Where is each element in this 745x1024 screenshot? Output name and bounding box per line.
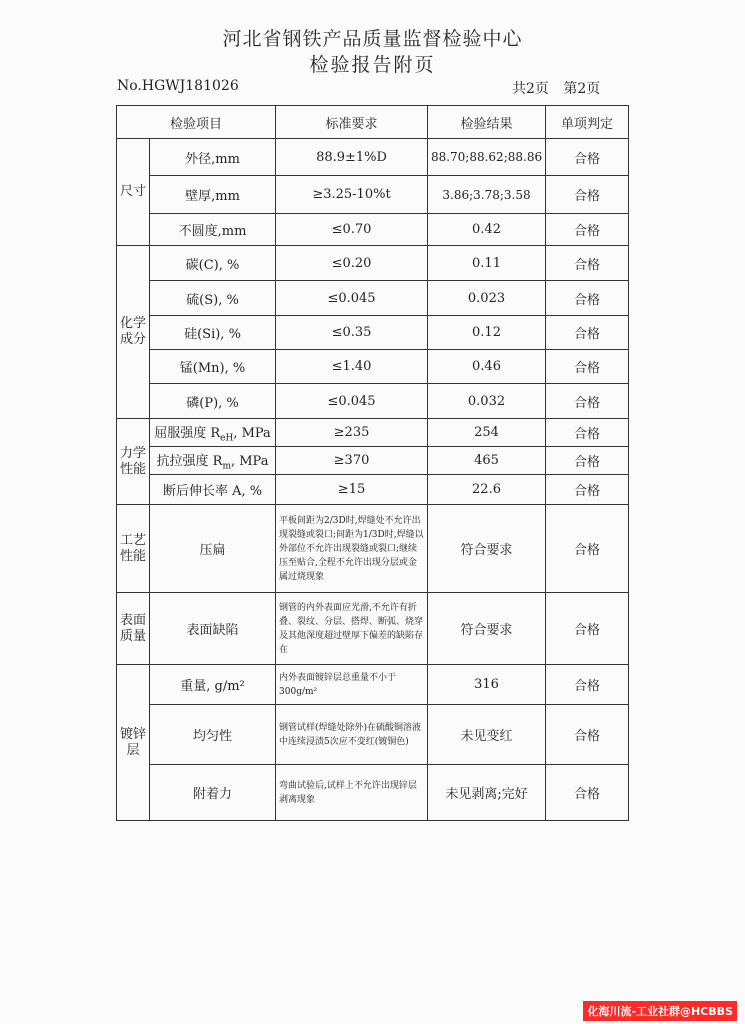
judgment-cell: 合格 <box>546 139 629 176</box>
judgment-cell: 合格 <box>546 447 629 475</box>
item-cell: 壁厚,mm <box>150 176 276 214</box>
result-cell: 符合要求 <box>428 593 546 665</box>
judgment-cell: 合格 <box>546 281 629 316</box>
item-cell: 硅(Si), % <box>150 316 276 350</box>
result-cell: 3.86;3.78;3.58 <box>428 176 546 214</box>
result-cell: 0.023 <box>428 281 546 316</box>
judgment-cell: 合格 <box>546 384 629 419</box>
item-cell: 断后伸长率 A, % <box>150 475 276 505</box>
judgment-cell: 合格 <box>546 350 629 384</box>
judgment-cell: 合格 <box>546 505 629 593</box>
result-cell: 0.12 <box>428 316 546 350</box>
header-item: 检验项目 <box>117 106 276 139</box>
result-cell: 0.46 <box>428 350 546 384</box>
table-row <box>117 316 629 350</box>
standard-cell: ≥15 <box>276 475 428 505</box>
standard-cell: ≥235 <box>276 419 428 447</box>
item-cell: 磷(P), % <box>150 384 276 419</box>
table-header-row <box>117 106 629 139</box>
report-subtitle: 检验报告附页 <box>309 54 436 76</box>
result-cell: 88.70;88.62;88.86 <box>428 139 546 176</box>
category-process: 工艺性能 <box>117 505 150 593</box>
table-row <box>117 705 629 765</box>
item-subscript: m <box>222 461 231 472</box>
judgment-cell: 合格 <box>546 593 629 665</box>
item-cell: 表面缺陷 <box>150 593 276 665</box>
report-title: 河北省钢铁产品质量监督检验中心 <box>222 28 523 50</box>
page-indicator <box>512 78 610 98</box>
item-cell: 压扁 <box>150 505 276 593</box>
standard-cell: 88.9±1%D <box>276 139 428 176</box>
standard-cell: ≤0.35 <box>276 316 428 350</box>
standard-cell: ≤0.045 <box>276 281 428 316</box>
item-cell: 锰(Mn), % <box>150 350 276 384</box>
table-row <box>117 350 629 384</box>
table-row <box>117 593 629 665</box>
item-subscript: eH <box>220 433 234 444</box>
total-pages: 共2页 <box>512 81 549 97</box>
table-row <box>117 139 629 176</box>
table-row <box>117 384 629 419</box>
category-size: 尺寸 <box>117 139 150 246</box>
result-cell: 465 <box>428 447 546 475</box>
judgment-cell: 合格 <box>546 316 629 350</box>
judgment-cell: 合格 <box>546 475 629 505</box>
item-cell: 均匀性 <box>150 705 276 765</box>
standard-cell: ≤0.045 <box>276 384 428 419</box>
result-cell: 254 <box>428 419 546 447</box>
watermark-label: 化海川流-工业社群@HCBBS <box>583 1001 737 1021</box>
category-surface: 表面质量 <box>117 593 150 665</box>
result-cell: 0.42 <box>428 214 546 246</box>
header-judgment: 单项判定 <box>546 106 629 139</box>
standard-cell: ≤1.40 <box>276 350 428 384</box>
standard-cell: ≥370 <box>276 447 428 475</box>
item-cell: 碳(C), % <box>150 246 276 281</box>
item-prefix: 屈服强度 R <box>154 425 221 441</box>
judgment-cell: 合格 <box>546 765 629 821</box>
category-mechanical: 力学性能 <box>117 419 150 505</box>
judgment-cell: 合格 <box>546 665 629 705</box>
inspection-table <box>116 105 629 821</box>
item-prefix: 抗拉强度 R <box>156 453 223 469</box>
report-number: No.HGWJ181026 <box>117 78 239 94</box>
judgment-cell: 合格 <box>546 419 629 447</box>
judgment-cell: 合格 <box>546 246 629 281</box>
category-galvanized: 镀锌层 <box>117 665 150 821</box>
table-row <box>117 447 629 475</box>
standard-cell: ≤0.70 <box>276 214 428 246</box>
item-cell: 重量, g/m² <box>150 665 276 705</box>
item-cell: 不圆度,mm <box>150 214 276 246</box>
judgment-cell: 合格 <box>546 705 629 765</box>
result-cell: 316 <box>428 665 546 705</box>
standard-cell: ≥3.25-10%t <box>276 176 428 214</box>
item-cell: 硫(S), % <box>150 281 276 316</box>
table-row <box>117 419 629 447</box>
item-cell: 外径,mm <box>150 139 276 176</box>
item-suffix: , MPa <box>233 425 271 441</box>
standard-cell: 弯曲试验后,试样上不允许出现锌层剥离现象 <box>276 765 428 821</box>
result-cell: 未见剥离;完好 <box>428 765 546 821</box>
standard-cell: 钢管的内外表面应光滑,不允许有折叠、裂纹、分层、搭焊、断弧、烧穿及其他深度超过壁厚下偏差的缺陷存在 <box>276 593 428 665</box>
result-cell: 0.11 <box>428 246 546 281</box>
table-row <box>117 505 629 593</box>
judgment-cell: 合格 <box>546 214 629 246</box>
table-row <box>117 475 629 505</box>
category-chemical: 化学成分 <box>117 246 150 419</box>
item-cell: 附着力 <box>150 765 276 821</box>
header-standard: 标准要求 <box>276 106 428 139</box>
judgment-cell: 合格 <box>546 176 629 214</box>
table-row <box>117 246 629 281</box>
standard-cell: 钢管试样(焊缝处除外)在硫酸铜溶液中连续浸渍5次应不变红(镀铜色) <box>276 705 428 765</box>
item-cell <box>150 419 276 447</box>
standard-cell: 平板间距为2/3D时,焊缝处不允许出现裂缝或裂口;间距为1/3D时,焊缝以外部位不允许出现裂缝或裂口;继续压至贴合,全程不允许出现分层或金属过烧现象 <box>276 505 428 593</box>
table-row <box>117 281 629 316</box>
item-suffix: , MPa <box>230 453 269 469</box>
table-row <box>117 665 629 705</box>
standard-cell: ≤0.20 <box>276 246 428 281</box>
table-row <box>117 765 629 821</box>
result-cell: 符合要求 <box>428 505 546 593</box>
current-page: 第2页 <box>563 81 601 97</box>
item-cell <box>150 447 276 475</box>
header-result: 检验结果 <box>428 106 546 139</box>
result-cell: 未见变红 <box>428 705 546 765</box>
table-row <box>117 214 629 246</box>
standard-cell: 内外表面镀锌层总重量不小于300g/m² <box>276 665 428 705</box>
table-row <box>117 176 629 214</box>
result-cell: 0.032 <box>428 384 546 419</box>
result-cell: 22.6 <box>428 475 546 505</box>
